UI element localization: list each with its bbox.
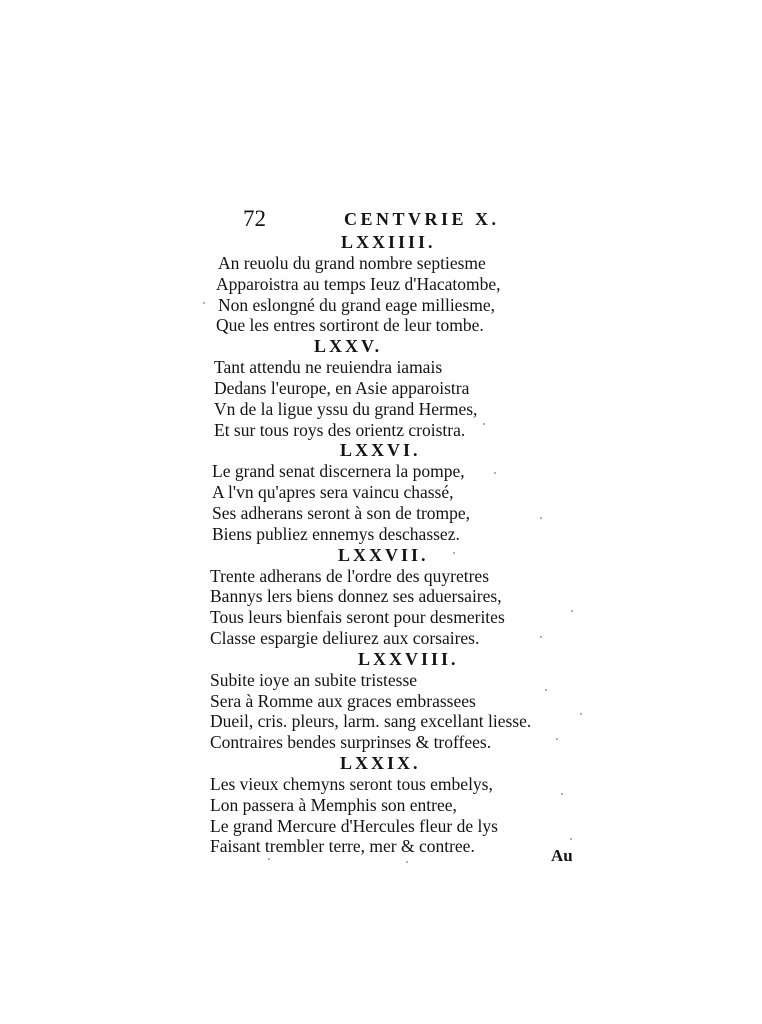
catchword: Au [551, 846, 573, 865]
quatrains-block [210, 232, 590, 857]
scan-speck [545, 689, 547, 691]
verse-line: Trente adherans de l'ordre des quyretres [210, 565, 490, 586]
verse-line: Subite ioye an subite tristesse [210, 669, 418, 690]
verse-line: Dueil, cris. pleurs, larm. sang excellant liesse. [210, 711, 532, 732]
scan-speck [540, 636, 542, 638]
verse-line: An reuolu du grand nombre septiesme [218, 253, 486, 273]
verse-line: Tous leurs bienfais seront pour desmerites [210, 607, 505, 628]
quatrain-number: LXXVII. [338, 544, 429, 565]
page-number: 72 [243, 206, 266, 231]
verse-line: Lon passera à Memphis son entree, [210, 794, 457, 815]
verse-line: Tant attendu ne reuiendra iamais [214, 357, 443, 378]
verse-line: Le grand senat discernera la pompe, [212, 461, 465, 482]
running-title: CENTVRIE X. [344, 209, 500, 229]
scan-speck [406, 861, 408, 863]
scan-speck [494, 472, 496, 474]
verse-line: Vn de la ligue yssu du grand Hermes, [214, 398, 478, 419]
verse-line: Biens publiez ennemys deschassez. [212, 523, 460, 544]
quatrain-number: LXXVI. [340, 440, 421, 461]
quatrain-number: LXXVIII. [358, 648, 459, 669]
verse-line: Non eslongné du grand eage milliesme, [218, 294, 496, 315]
scan-speck [268, 858, 270, 860]
verse-line: Le grand Mercure d'Hercules fleur de lys [210, 815, 498, 836]
scan-speck [453, 552, 455, 554]
verse-line: Que les entres sortiront de leur tombe. [216, 315, 484, 336]
verse-line: Sera à Romme aux graces embrassees [210, 690, 476, 711]
scan-speck [540, 517, 542, 519]
scan-speck [556, 738, 558, 740]
verse-line: Ses adherans seront à son de trompe, [212, 502, 471, 523]
scan-speck [203, 302, 205, 304]
verse-line: Classe espargie deliurez aux corsaires. [210, 627, 480, 648]
quatrain-number: LXXIIII. [341, 232, 436, 252]
scan-speck [570, 838, 572, 840]
scan-speck [561, 793, 563, 795]
verse-line: Dedans l'europe, en Asie apparoistra [214, 377, 470, 398]
verse-line: Contraires bendes surprinses & troffees. [210, 732, 492, 753]
verse-line: Apparoistra au temps Ieuz d'Hacatombe, [216, 273, 501, 294]
verse-line: Faisant trembler terre, mer & contree. [210, 836, 475, 857]
scan-speck [571, 610, 573, 612]
scan-speck [483, 423, 485, 425]
scan-speck [580, 713, 582, 715]
verse-line: Bannys lers biens donnez ses aduersaires, [210, 586, 502, 607]
quatrain-number: LXXIX. [340, 752, 421, 773]
verse-line: Les vieux chemyns seront tous embelys, [210, 773, 493, 794]
quatrain-number: LXXV. [314, 336, 383, 357]
verse-line: Et sur tous roys des orientz croistra. [214, 419, 466, 440]
verse-line: A l'vn qu'apres sera vaincu chassé, [212, 482, 454, 503]
